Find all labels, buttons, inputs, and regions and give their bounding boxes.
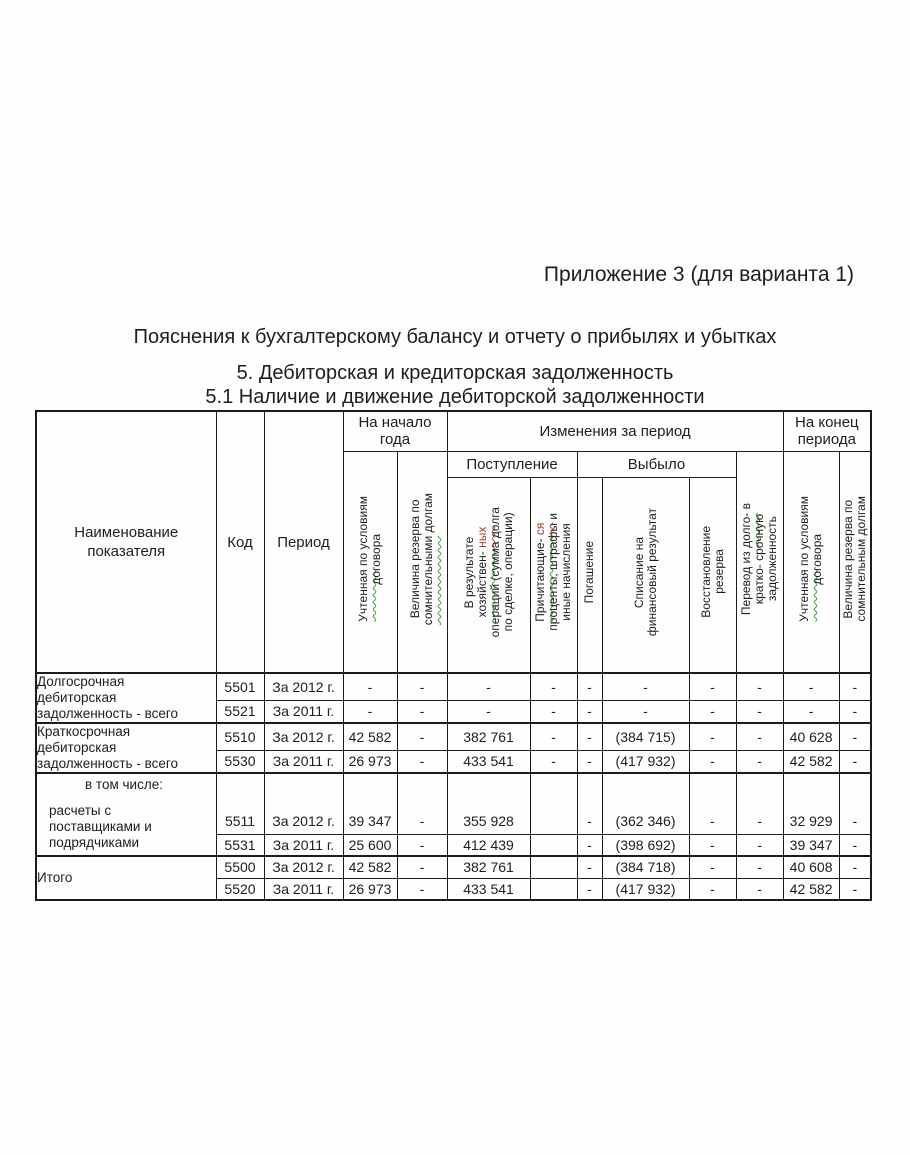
- value-cell: (384 718): [602, 856, 689, 878]
- value-cell: 26 973: [343, 750, 397, 773]
- value-cell: -: [783, 673, 839, 700]
- value-cell: -: [736, 700, 783, 723]
- value-cell: [530, 856, 577, 878]
- value-cell: 412 439: [447, 834, 530, 856]
- value-cell: -: [397, 834, 447, 856]
- value-cell: -: [736, 723, 783, 750]
- value-cell: -: [736, 834, 783, 856]
- value-cell: -: [736, 673, 783, 700]
- value-cell: 26 973: [343, 878, 397, 900]
- period-cell: За 2011 г.: [264, 834, 343, 856]
- header-period: Период: [264, 411, 343, 673]
- table-row: [36, 723, 871, 750]
- value-cell: 40 628: [783, 723, 839, 750]
- code-cell: 5511: [216, 773, 264, 834]
- value-cell: -: [530, 723, 577, 750]
- header-name-line: Наименование: [74, 524, 179, 541]
- period-cell: За 2012 г.: [264, 773, 343, 834]
- row-group-name-shortterm: Краткосрочная дебиторская задолженность - всего: [36, 723, 216, 773]
- value-cell: [530, 878, 577, 900]
- value-cell: -: [689, 723, 736, 750]
- value-cell: -: [689, 673, 736, 700]
- value-cell: 42 582: [783, 750, 839, 773]
- value-cell: -: [577, 773, 602, 834]
- header-disposal-group: Выбыло: [577, 451, 736, 477]
- header-begin-reserve: Величина резерва по сомнительными долгам: [397, 451, 447, 673]
- row-group-name-suppliers: [36, 773, 216, 856]
- value-cell: 39 347: [783, 834, 839, 856]
- value-cell: 40 608: [783, 856, 839, 878]
- header-end-reserve: Величина резерва по сомнительным долгам: [839, 451, 871, 673]
- header-writeoff: Списание на финансовый результат: [602, 477, 689, 673]
- value-cell: -: [689, 750, 736, 773]
- value-cell: -: [689, 773, 736, 834]
- annex-note: Приложение 3 (для варианта 1): [543, 263, 854, 286]
- value-cell: -: [839, 673, 871, 700]
- value-cell: -: [689, 856, 736, 878]
- header-reserve-restore: Восстановление резерва: [689, 477, 736, 673]
- value-cell: 42 582: [343, 856, 397, 878]
- suppliers-label: расчеты с поставщиками и подрядчиками: [49, 803, 152, 850]
- value-cell: 433 541: [447, 750, 530, 773]
- header-end-group: На конец периода: [783, 411, 871, 451]
- code-cell: 5521: [216, 700, 264, 723]
- subsection-heading: 5.1 Наличие и движение дебиторской задолженности: [205, 386, 705, 408]
- value-cell: 42 582: [343, 723, 397, 750]
- header-code: Код: [216, 411, 264, 673]
- value-cell: -: [577, 700, 602, 723]
- row-group-name-longterm: Долгосрочная дебиторская задолженность - всего: [36, 673, 216, 723]
- header-begin-contract: Учтенная по условиям договора: [343, 451, 397, 673]
- value-cell: 25 600: [343, 834, 397, 856]
- table-row: [36, 673, 871, 700]
- header-name: [36, 411, 216, 673]
- value-cell: -: [447, 673, 530, 700]
- header-receipt-interest: Причитающие- ся проценты, штрафы и иные начисления: [530, 477, 577, 673]
- value-cell: -: [530, 673, 577, 700]
- value-cell: -: [689, 834, 736, 856]
- value-cell: -: [783, 700, 839, 723]
- value-cell: -: [736, 773, 783, 834]
- value-cell: -: [602, 700, 689, 723]
- value-cell: (362 346): [602, 773, 689, 834]
- header-receipt-group: Поступление: [447, 451, 577, 477]
- value-cell: -: [839, 878, 871, 900]
- value-cell: 32 929: [783, 773, 839, 834]
- value-cell: 42 582: [783, 878, 839, 900]
- value-cell: (384 715): [602, 723, 689, 750]
- value-cell: -: [602, 673, 689, 700]
- value-cell: -: [689, 878, 736, 900]
- table-row: [36, 856, 871, 878]
- value-cell: -: [577, 834, 602, 856]
- value-cell: -: [397, 723, 447, 750]
- including-label: в том числе:: [85, 777, 163, 792]
- value-cell: -: [577, 878, 602, 900]
- value-cell: -: [397, 856, 447, 878]
- value-cell: -: [577, 723, 602, 750]
- row-group-name-total: Итого: [36, 856, 216, 900]
- value-cell: -: [839, 856, 871, 878]
- table-row: [36, 773, 871, 834]
- header-receipt-operations: В результате хозяйствен- ных операций (сумма долга по сделке, операции): [447, 477, 530, 673]
- header-row-groups: [36, 411, 871, 451]
- value-cell: -: [839, 773, 871, 834]
- value-cell: -: [839, 750, 871, 773]
- value-cell: 355 928: [447, 773, 530, 834]
- value-cell: -: [343, 673, 397, 700]
- period-cell: За 2011 г.: [264, 700, 343, 723]
- header-begin-group: На начало года: [343, 411, 447, 451]
- period-cell: За 2012 г.: [264, 673, 343, 700]
- value-cell: -: [397, 673, 447, 700]
- code-cell: 5530: [216, 750, 264, 773]
- value-cell: 382 761: [447, 856, 530, 878]
- period-cell: За 2011 г.: [264, 750, 343, 773]
- code-cell: 5500: [216, 856, 264, 878]
- value-cell: 433 541: [447, 878, 530, 900]
- value-cell: -: [839, 700, 871, 723]
- header-transfer: Перевод из долго- в кратко- срочную задолженность: [736, 451, 783, 673]
- period-cell: За 2011 г.: [264, 878, 343, 900]
- code-cell: 5520: [216, 878, 264, 900]
- header-end-contract: Учтенная по условиям договора: [783, 451, 839, 673]
- value-cell: -: [839, 723, 871, 750]
- value-cell: -: [343, 700, 397, 723]
- document-title: Пояснения к бухгалтерскому балансу и отчету о прибылях и убытках: [133, 326, 777, 348]
- value-cell: -: [736, 750, 783, 773]
- code-cell: 5531: [216, 834, 264, 856]
- value-cell: -: [397, 773, 447, 834]
- value-cell: (398 692): [602, 834, 689, 856]
- code-cell: 5510: [216, 723, 264, 750]
- period-cell: За 2012 г.: [264, 723, 343, 750]
- value-cell: 382 761: [447, 723, 530, 750]
- value-cell: -: [577, 750, 602, 773]
- value-cell: -: [530, 750, 577, 773]
- value-cell: [530, 834, 577, 856]
- header-changes-group: Изменения за период: [447, 411, 783, 451]
- value-cell: -: [397, 700, 447, 723]
- value-cell: -: [530, 700, 577, 723]
- value-cell: -: [577, 856, 602, 878]
- value-cell: 39 347: [343, 773, 397, 834]
- value-cell: -: [397, 750, 447, 773]
- value-cell: [530, 773, 577, 834]
- period-cell: За 2012 г.: [264, 856, 343, 878]
- value-cell: (417 932): [602, 750, 689, 773]
- value-cell: -: [736, 878, 783, 900]
- value-cell: -: [577, 673, 602, 700]
- code-cell: 5501: [216, 673, 264, 700]
- value-cell: -: [397, 878, 447, 900]
- header-repayment: Погашение: [577, 477, 602, 673]
- header-name-line: показателя: [87, 543, 166, 560]
- value-cell: -: [839, 834, 871, 856]
- receivables-table: [35, 410, 872, 901]
- value-cell: (417 932): [602, 878, 689, 900]
- value-cell: -: [447, 700, 530, 723]
- value-cell: -: [689, 700, 736, 723]
- value-cell: -: [736, 856, 783, 878]
- section-heading: 5. Дебиторская и кредиторская задолженность: [236, 362, 674, 384]
